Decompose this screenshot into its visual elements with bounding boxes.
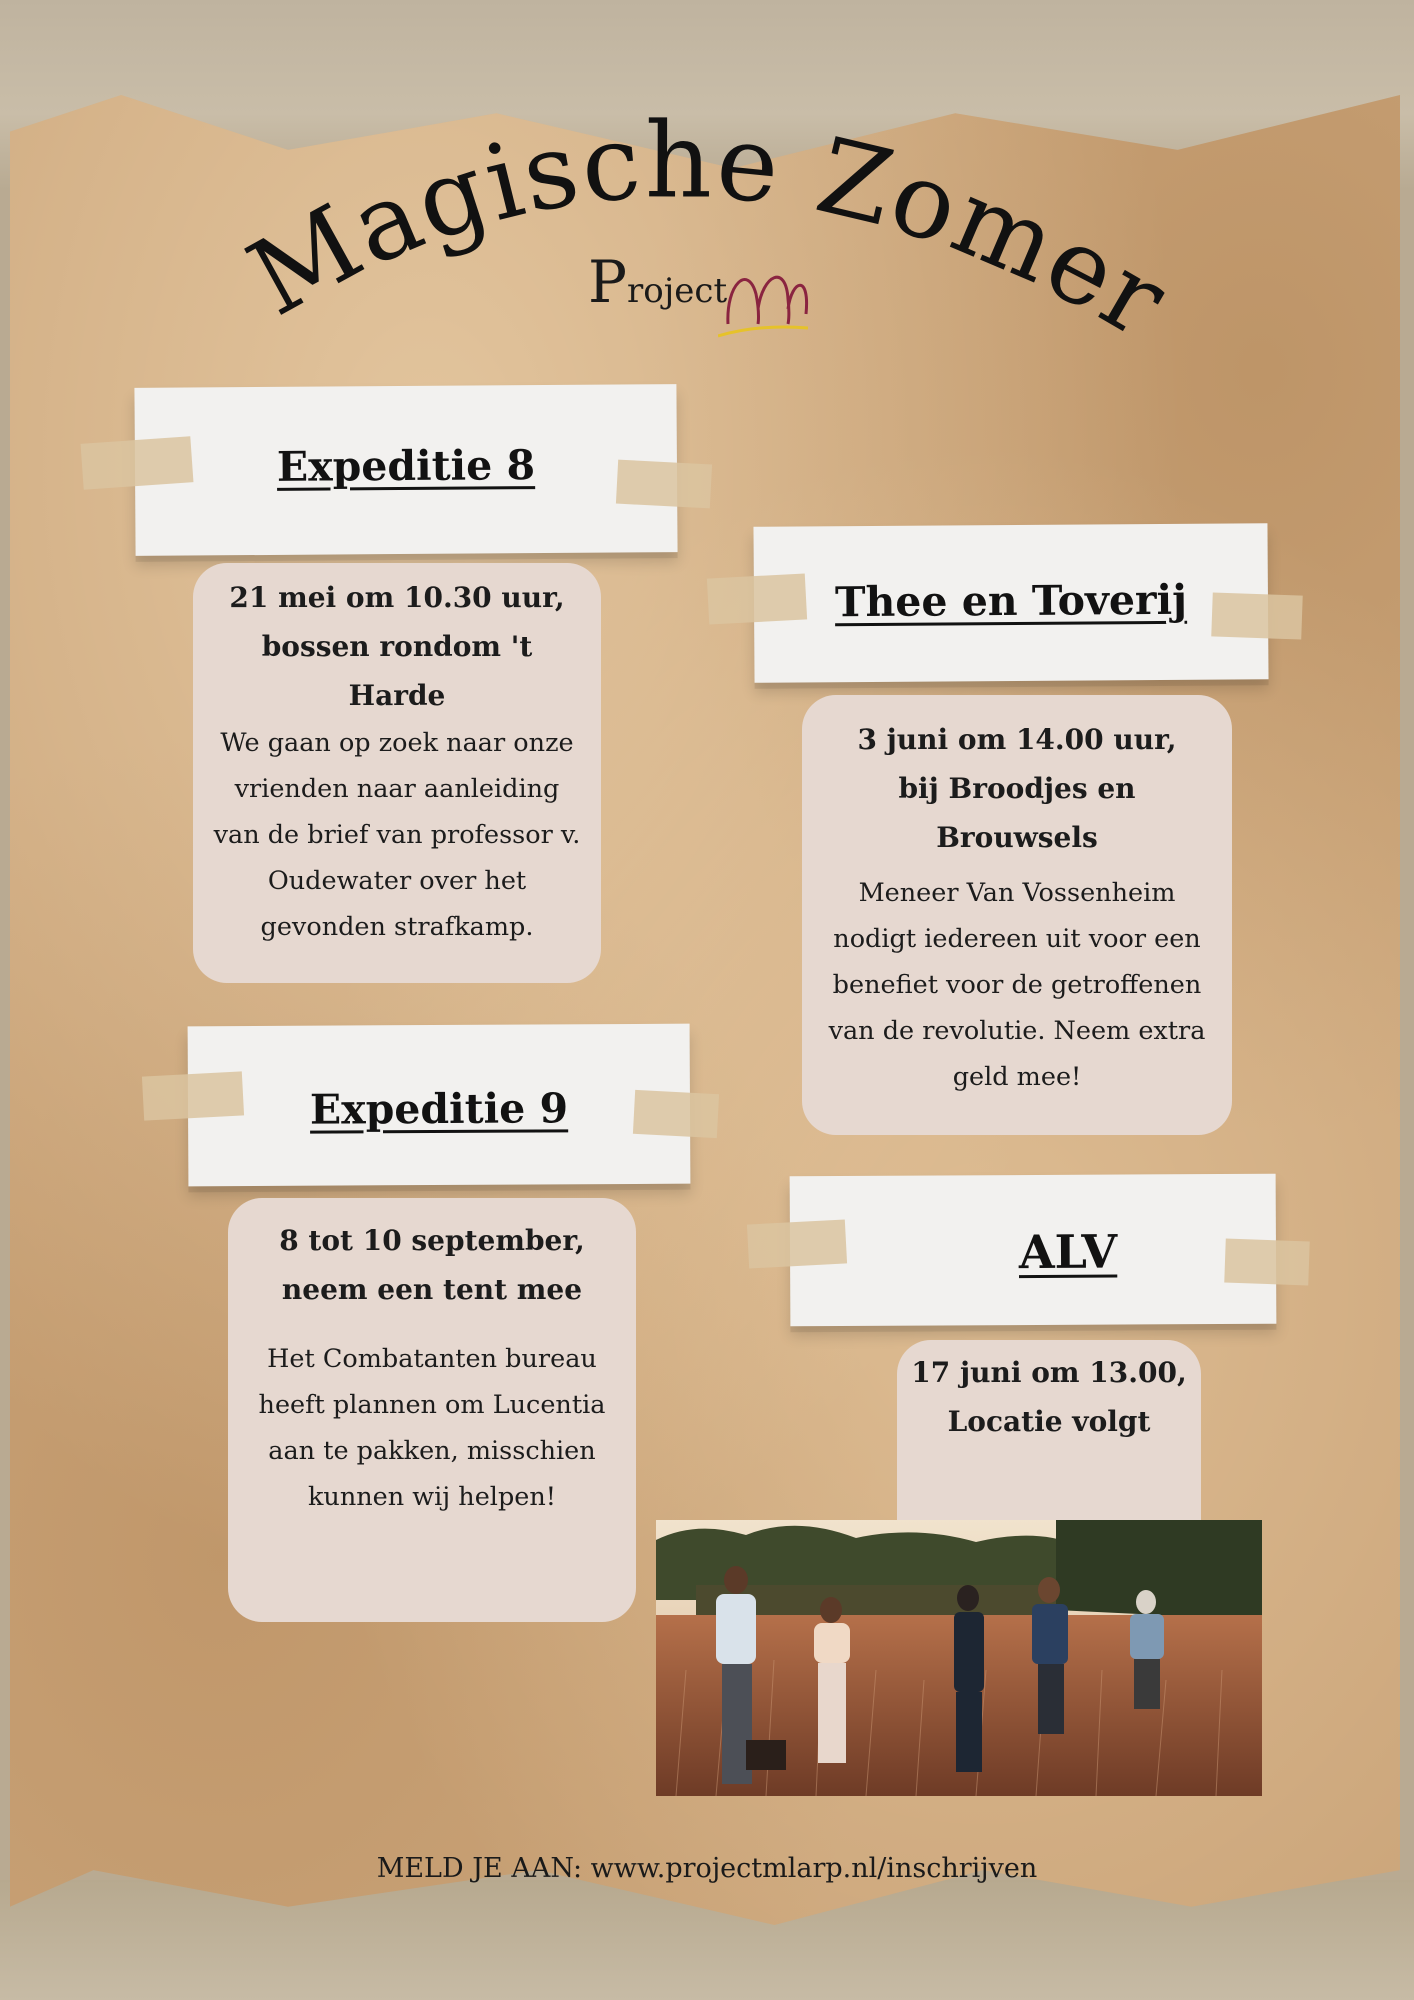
heading-expeditie-9: Expeditie 9 (309, 1084, 569, 1134)
event-description-line: heeft plannen om Lucentia (258, 1390, 606, 1420)
event-description-line: aan te pakken, misschien (268, 1436, 596, 1466)
signup-text: MELD JE AAN: www.projectmlarp.nl/inschrijven (376, 1853, 1038, 1884)
banner-alv (790, 1174, 1277, 1327)
event-details-line: neem een tent mee (281, 1273, 583, 1306)
heading-expeditie-8: Expeditie 8 (276, 441, 536, 491)
event-details-line: 21 mei om 10.30 uur, (229, 581, 565, 614)
event-details-line: 17 juni om 13.00, (911, 1356, 1187, 1389)
event-description-line: Meneer Van Vossenheim (858, 878, 1176, 908)
event-description-line: gevonden strafkamp. (260, 912, 534, 942)
card-thee-en-toverij (802, 695, 1232, 1135)
photo-illustration (656, 1520, 1262, 1796)
event-details-line: 8 tot 10 september, (279, 1224, 585, 1257)
event-details-line: Harde (348, 679, 446, 712)
card-expeditie-9 (228, 1198, 636, 1622)
card-expeditie-8 (193, 563, 601, 983)
project-m-logo (588, 248, 727, 316)
event-details-line: Brouwsels (936, 821, 1098, 854)
banner-thee-en-toverij (753, 523, 1268, 683)
banner-expeditie-9 (188, 1024, 691, 1187)
logo-initial: P (588, 248, 628, 316)
tape (142, 1071, 244, 1120)
banner-expeditie-8 (134, 384, 677, 556)
tape (1211, 592, 1302, 639)
event-description-line: Oudewater over het (267, 866, 527, 896)
logo-text: roject (627, 271, 728, 311)
event-details-line: 3 juni om 14.00 uur, (857, 723, 1177, 756)
tape (616, 460, 712, 509)
logo-m-icon (718, 254, 818, 344)
event-description-line: van de brief van professor v. (213, 820, 581, 850)
event-description-line: vrienden naar aanleiding (234, 774, 560, 804)
title-svg (0, 0, 1414, 420)
event-description-line: kunnen wij helpen! (307, 1482, 557, 1512)
tape (633, 1090, 719, 1138)
event-description-line: van de revolutie. Neem extra (828, 1016, 1206, 1046)
tape (747, 1219, 847, 1268)
event-description-line: Het Combatanten bureau (267, 1344, 597, 1374)
group-photo (656, 1520, 1262, 1796)
heading-thee-en-toverij: Thee en Toverij (834, 575, 1188, 627)
tape (81, 436, 194, 490)
page-title: Magische Zomer (229, 99, 1188, 363)
card-alv (897, 1340, 1201, 1550)
tape (1224, 1239, 1309, 1286)
event-description-line: geld mee! (952, 1062, 1082, 1092)
event-details-line: Locatie volgt (947, 1405, 1151, 1438)
title-area (0, 0, 1414, 420)
heading-alv: ALV (1018, 1224, 1118, 1280)
event-description-line: nodigt iedereen uit voor een (833, 924, 1201, 954)
event-details-line: bij Broodjes en (898, 772, 1136, 805)
event-description-line: We gaan op zoek naar onze (220, 728, 574, 758)
tape (707, 573, 807, 624)
event-description-line: benefiet voor de getroffenen (832, 970, 1202, 1000)
event-details-line: bossen rondom 't (261, 630, 533, 663)
